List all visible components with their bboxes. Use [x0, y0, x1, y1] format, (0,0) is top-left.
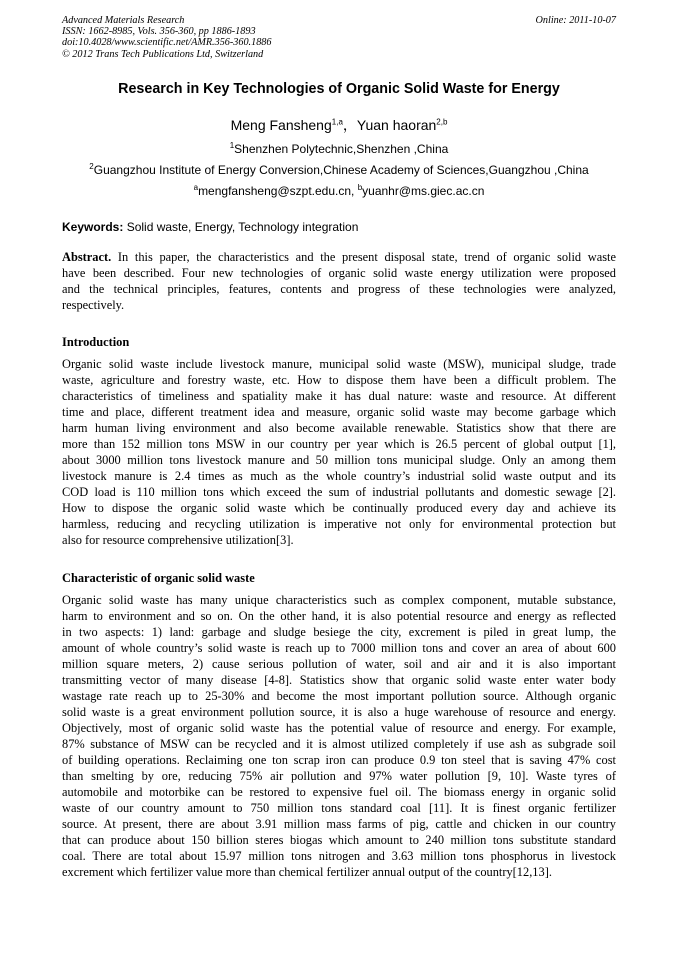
author-line [62, 116, 616, 134]
char-line: solid waste is a great environment pollution source, it is also a huge warehouse of resource and energy. [62, 705, 616, 719]
char-line: amount of whole country’s solid waste is reach up to 7000 million tons and cover an area of about 600 [62, 641, 616, 655]
char-line: coal. There are total about 15.97 million tons nitrogen and 3.63 million tons phosphorus in livestock [62, 849, 616, 863]
author-separator: ， [342, 117, 357, 133]
author-2: Yuan haoran [356, 117, 437, 133]
abstract-line: respectively. [62, 298, 125, 312]
intro-line: harm human living environment and also become available renewable. Statistics show that there are [62, 421, 616, 435]
intro-line: harmless, reducing and recycling utilization is imperative not only for environmental protection but [62, 517, 616, 531]
email-b: yuanhr@ms.giec.ac.cn [362, 184, 485, 198]
journal-doi: doi:10.4028/www.scientific.net/AMR.356-360.1886 [62, 37, 272, 49]
abstract-line [62, 249, 616, 265]
abstract-line-text: In this paper, the characteristics and the present disposal state, trend of organic solid waste [111, 250, 616, 264]
affiliation-1-sup: 1 [229, 141, 235, 150]
intro-line: time and place, different treatment idea and measure, organic solid waste may become garbage which [62, 405, 616, 419]
char-line: of building operations. Reclaiming one ton scrap iron can produce 0.9 ton steel that is saving 47% cost [62, 753, 616, 767]
char-line: automobile and motorbike can be restored to expensive fuel oil. The biomass energy in organic solid [62, 785, 616, 799]
intro-line: COD load is 110 million tons which exceed the sum of industrial pollutants and domestic sewage [2]. [62, 485, 616, 499]
online-date: Online: 2011-10-07 [535, 15, 616, 26]
char-line: 87% substance of MSW can be recycled and it is almost utilized completely if use ash as subgrade soil [62, 737, 616, 751]
intro-line: about 3000 million tons livestock manure and 50 million tons municipal sludge. Only an among them [62, 453, 616, 467]
char-line: transmitting vector of many disease [4-8]. Statistics show that organic solid waste enter water body [62, 673, 616, 687]
intro-line: waste, agriculture and forestry waste, etc. How to dispose them have been a difficult problem. The [62, 373, 616, 387]
abstract [62, 249, 616, 313]
journal-name: Advanced Materials Research [62, 15, 185, 26]
abstract-label: Abstract. [62, 250, 112, 264]
char-line: than smelting by ore, reducing 75% air pollution and 97% water pollution [9, 10]. Waste tyres of [62, 769, 616, 783]
intro-line: Organic solid waste include livestock manure, municipal solid waste (MSW), municipal sludge, trade [62, 357, 616, 371]
journal-copyright: © 2012 Trans Tech Publications Ltd, Switzerland [62, 48, 264, 60]
affiliation-1-text: Shenzhen Polytechnic,Shenzhen ,China [234, 142, 449, 156]
introduction-body [62, 356, 616, 548]
email-a: mengfansheng@szpt.edu.cn, [198, 184, 358, 198]
journal-issn: ISSN: 1662-8985, Vols. 356-360, pp 1886-1893 [62, 26, 256, 38]
intro-line: characteristics of timeliness and spatiality make it has dual nature: waste and resource. At different [62, 389, 616, 403]
paper-title: Research in Key Technologies of Organic Solid Waste for Energy [118, 81, 560, 97]
characteristic-body [62, 592, 616, 880]
intro-line: more than 152 million tons MSW in our country per year which is 26.5 percent of global output [1], [62, 437, 616, 451]
email-b-sup: b [357, 183, 363, 192]
affiliation-1 [62, 142, 616, 157]
char-line: source. At present, there are about 3.91 million mass farms of pig, cattle and chicken in our country [62, 817, 616, 831]
author-1: Meng Fansheng [230, 117, 332, 133]
keywords [62, 220, 616, 235]
intro-line: also for resource comprehensive utilization[3]. [62, 533, 294, 547]
char-line: that can produce about 150 billion steres biogas which amount to 240 million tons substitute standard [62, 833, 616, 847]
char-line: Organic solid waste has many unique characteristics such as complex component, mutable substance, [62, 593, 616, 607]
char-line: million square meters, 2) cause serious pollution of water, soil and air and it is also important [62, 657, 616, 671]
characteristic-heading: Characteristic of organic solid waste [62, 571, 255, 585]
char-line: in two aspects: 1) land: garbage and sludge besiege the city, excrement is piled in great lump, the [62, 625, 616, 639]
author-1-sup: 1,a [331, 117, 343, 127]
affiliation-2-sup: 2 [89, 162, 94, 171]
char-line: excrement which fertilizer value more than chemical fertilizer annual output of the country[12,13]. [62, 865, 552, 879]
abstract-line: have been described. Four new technologies of organic solid waste energy utilization were proposed [62, 266, 616, 280]
char-line: wastage rate reach up to 25-30% and become the most important pollution source. Although organic [62, 689, 616, 703]
abstract-line: and the technical principles, features, contents and progress of these technologies were analyzed, [62, 282, 616, 296]
journal-header [62, 15, 616, 60]
char-line: waste of our country amount to 750 million tons standard coal [11]. It is finest organic fertilizer [62, 801, 616, 815]
email-line [62, 184, 616, 199]
char-line: Objectively, most of organic solid waste has the potential value of resource and energy. For example, [62, 721, 616, 735]
char-line: harm to environment and so on. On the other hand, it is also potential resource and energy as reflected [62, 609, 616, 623]
keywords-text: Solid waste, Energy, Technology integration [123, 220, 359, 234]
email-a-sup: a [193, 183, 199, 192]
keywords-label: Keywords: [62, 220, 124, 234]
intro-line: How to dispose the organic solid waste which be continually produced every day and achieve its [62, 501, 616, 515]
introduction-heading: Introduction [62, 335, 130, 349]
intro-line: livestock manure is 2.4 times as much as the whole country’s industrial solid waste output and its [62, 469, 616, 483]
affiliation-2-text: Guangzhou Institute of Energy Conversion,Chinese Academy of Sciences,Guangzhou ,China [93, 163, 589, 177]
author-2-sup: 2,b [436, 117, 448, 127]
affiliation-2 [62, 163, 616, 178]
